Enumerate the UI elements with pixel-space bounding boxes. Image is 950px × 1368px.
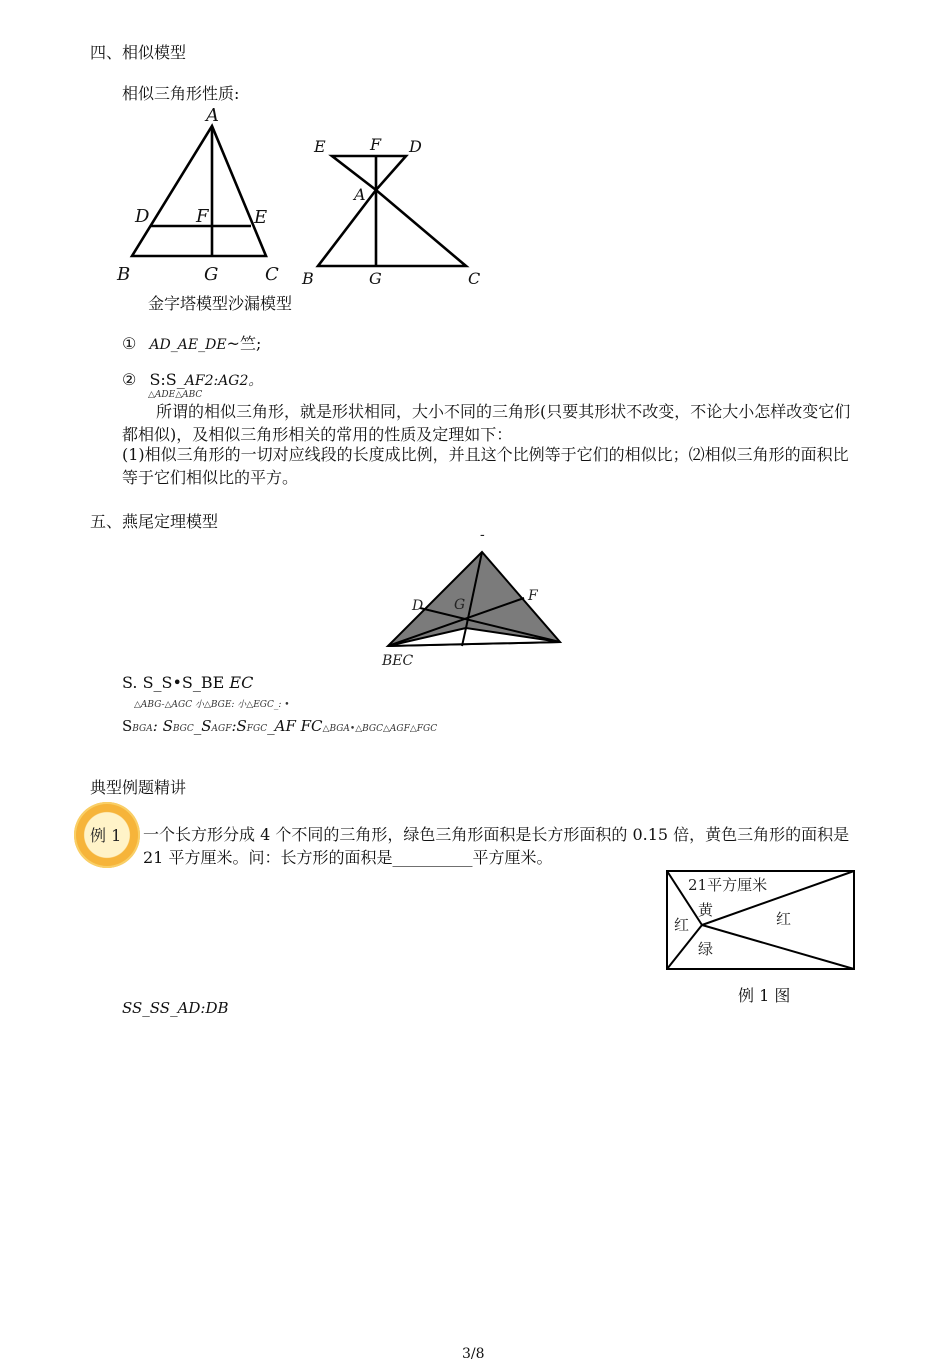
label-a: A xyxy=(206,105,219,126)
formula-part: _S xyxy=(193,717,212,735)
green-label: 绿 xyxy=(698,940,714,958)
example-1-figure-caption: 例 1 图 xyxy=(738,986,791,1005)
formula-part: : S xyxy=(152,717,173,735)
label-f: F xyxy=(196,206,209,227)
formula-part: _AF FC xyxy=(267,717,323,735)
section4-heading: 四、相似模型 xyxy=(90,43,187,62)
label-e: E xyxy=(314,137,326,156)
red-right-label: 红 xyxy=(776,910,792,928)
formula-part: :S xyxy=(231,717,247,735)
item-number: ① xyxy=(122,334,137,353)
formula-part: S xyxy=(122,717,133,735)
formula-subscript: BGC xyxy=(172,724,194,734)
swallowtail-formula-1 xyxy=(122,673,253,692)
ratio-formula-tail: ~竺; xyxy=(226,334,262,353)
similar-triangles-paragraph: 所谓的相似三角形，就是形状相同，大小不同的三角形(只要其形状不改变，不论大小怎样改变它们都相似)，及相似三角形相关的常用的性质及定理如下： xyxy=(122,402,851,444)
formula-main: S. S_S•S_BE xyxy=(122,673,225,692)
figure-caption: 金字塔模型沙漏模型 xyxy=(148,294,293,313)
item-number: ② xyxy=(122,370,137,389)
label-g: G xyxy=(454,597,466,613)
ratio-formula: AD_AE_DE xyxy=(149,337,227,353)
red-left-label: 红 xyxy=(674,916,690,934)
label-e: E xyxy=(254,207,268,228)
formula-subscript: FGC xyxy=(246,724,268,734)
label-b: B xyxy=(302,269,314,288)
label-b: B xyxy=(117,264,131,284)
area-ratio-formula-tail: AF2:AG2。 xyxy=(184,373,263,389)
swallowtail-model-figure xyxy=(378,528,574,666)
label-g: G xyxy=(369,269,382,288)
label-a: A xyxy=(354,185,366,204)
area-label: 21平方厘米 xyxy=(688,876,768,894)
triangle-subscripts: △ADE△ABC xyxy=(148,390,203,400)
swallowtail-formula-2 xyxy=(122,717,437,735)
section4-intro: 相似三角形性质: xyxy=(122,84,240,103)
label-f: F xyxy=(528,588,538,604)
yellow-label: 黄 xyxy=(698,901,714,919)
formula-subscript: △BGA•△BGC△AGF△FGC xyxy=(322,724,438,734)
formula-tail: EC xyxy=(229,673,254,692)
label-d: D xyxy=(409,137,422,156)
pyramid-model-figure xyxy=(110,102,290,284)
label-g: G xyxy=(204,264,219,284)
label-bottom: BEC xyxy=(382,653,414,666)
examples-heading: 典型例题精讲 xyxy=(90,778,187,797)
area-ratio-formula: S:S_ xyxy=(149,370,185,389)
label-c: C xyxy=(468,269,481,288)
property-1 xyxy=(122,331,261,354)
label-c: C xyxy=(265,264,279,284)
swallowtail-formula-1-subscripts: △ABG-△AGC 小△BGE: 小△EGC_: • xyxy=(134,700,290,710)
example-1-text-line2: 21 平方厘米。问：长方形的面积是__________平方厘米。 xyxy=(143,848,553,867)
formula-subscript: BGA xyxy=(132,724,153,734)
hourglass-model-figure xyxy=(298,134,490,288)
formula-subscript: AGF xyxy=(211,724,232,734)
label-d: D xyxy=(412,598,424,614)
ratio-formula-bottom: SS_SS_AD:DB xyxy=(122,999,229,1017)
label-top: - xyxy=(480,528,485,543)
similar-triangles-properties: (1)相似三角形的一切对应线段的长度成比例，并且这个比例等于它们的相似比；⑵相似三角形的面积比等于它们相似比的平方。 xyxy=(122,445,849,487)
example-1-figure xyxy=(664,868,858,974)
label-d: D xyxy=(135,206,150,227)
label-f: F xyxy=(370,135,382,154)
example-1-text-line1: 一个长方形分成 4 个不同的三角形，绿色三角形面积是长方形面积的 0.15 倍，黄色三角形的面积是 xyxy=(143,825,850,844)
property-2 xyxy=(122,370,262,390)
page-number: 3/8 xyxy=(462,1346,485,1362)
section5-heading: 五、燕尾定理模型 xyxy=(90,512,219,531)
example-badge-label: 例 1 xyxy=(90,826,122,845)
